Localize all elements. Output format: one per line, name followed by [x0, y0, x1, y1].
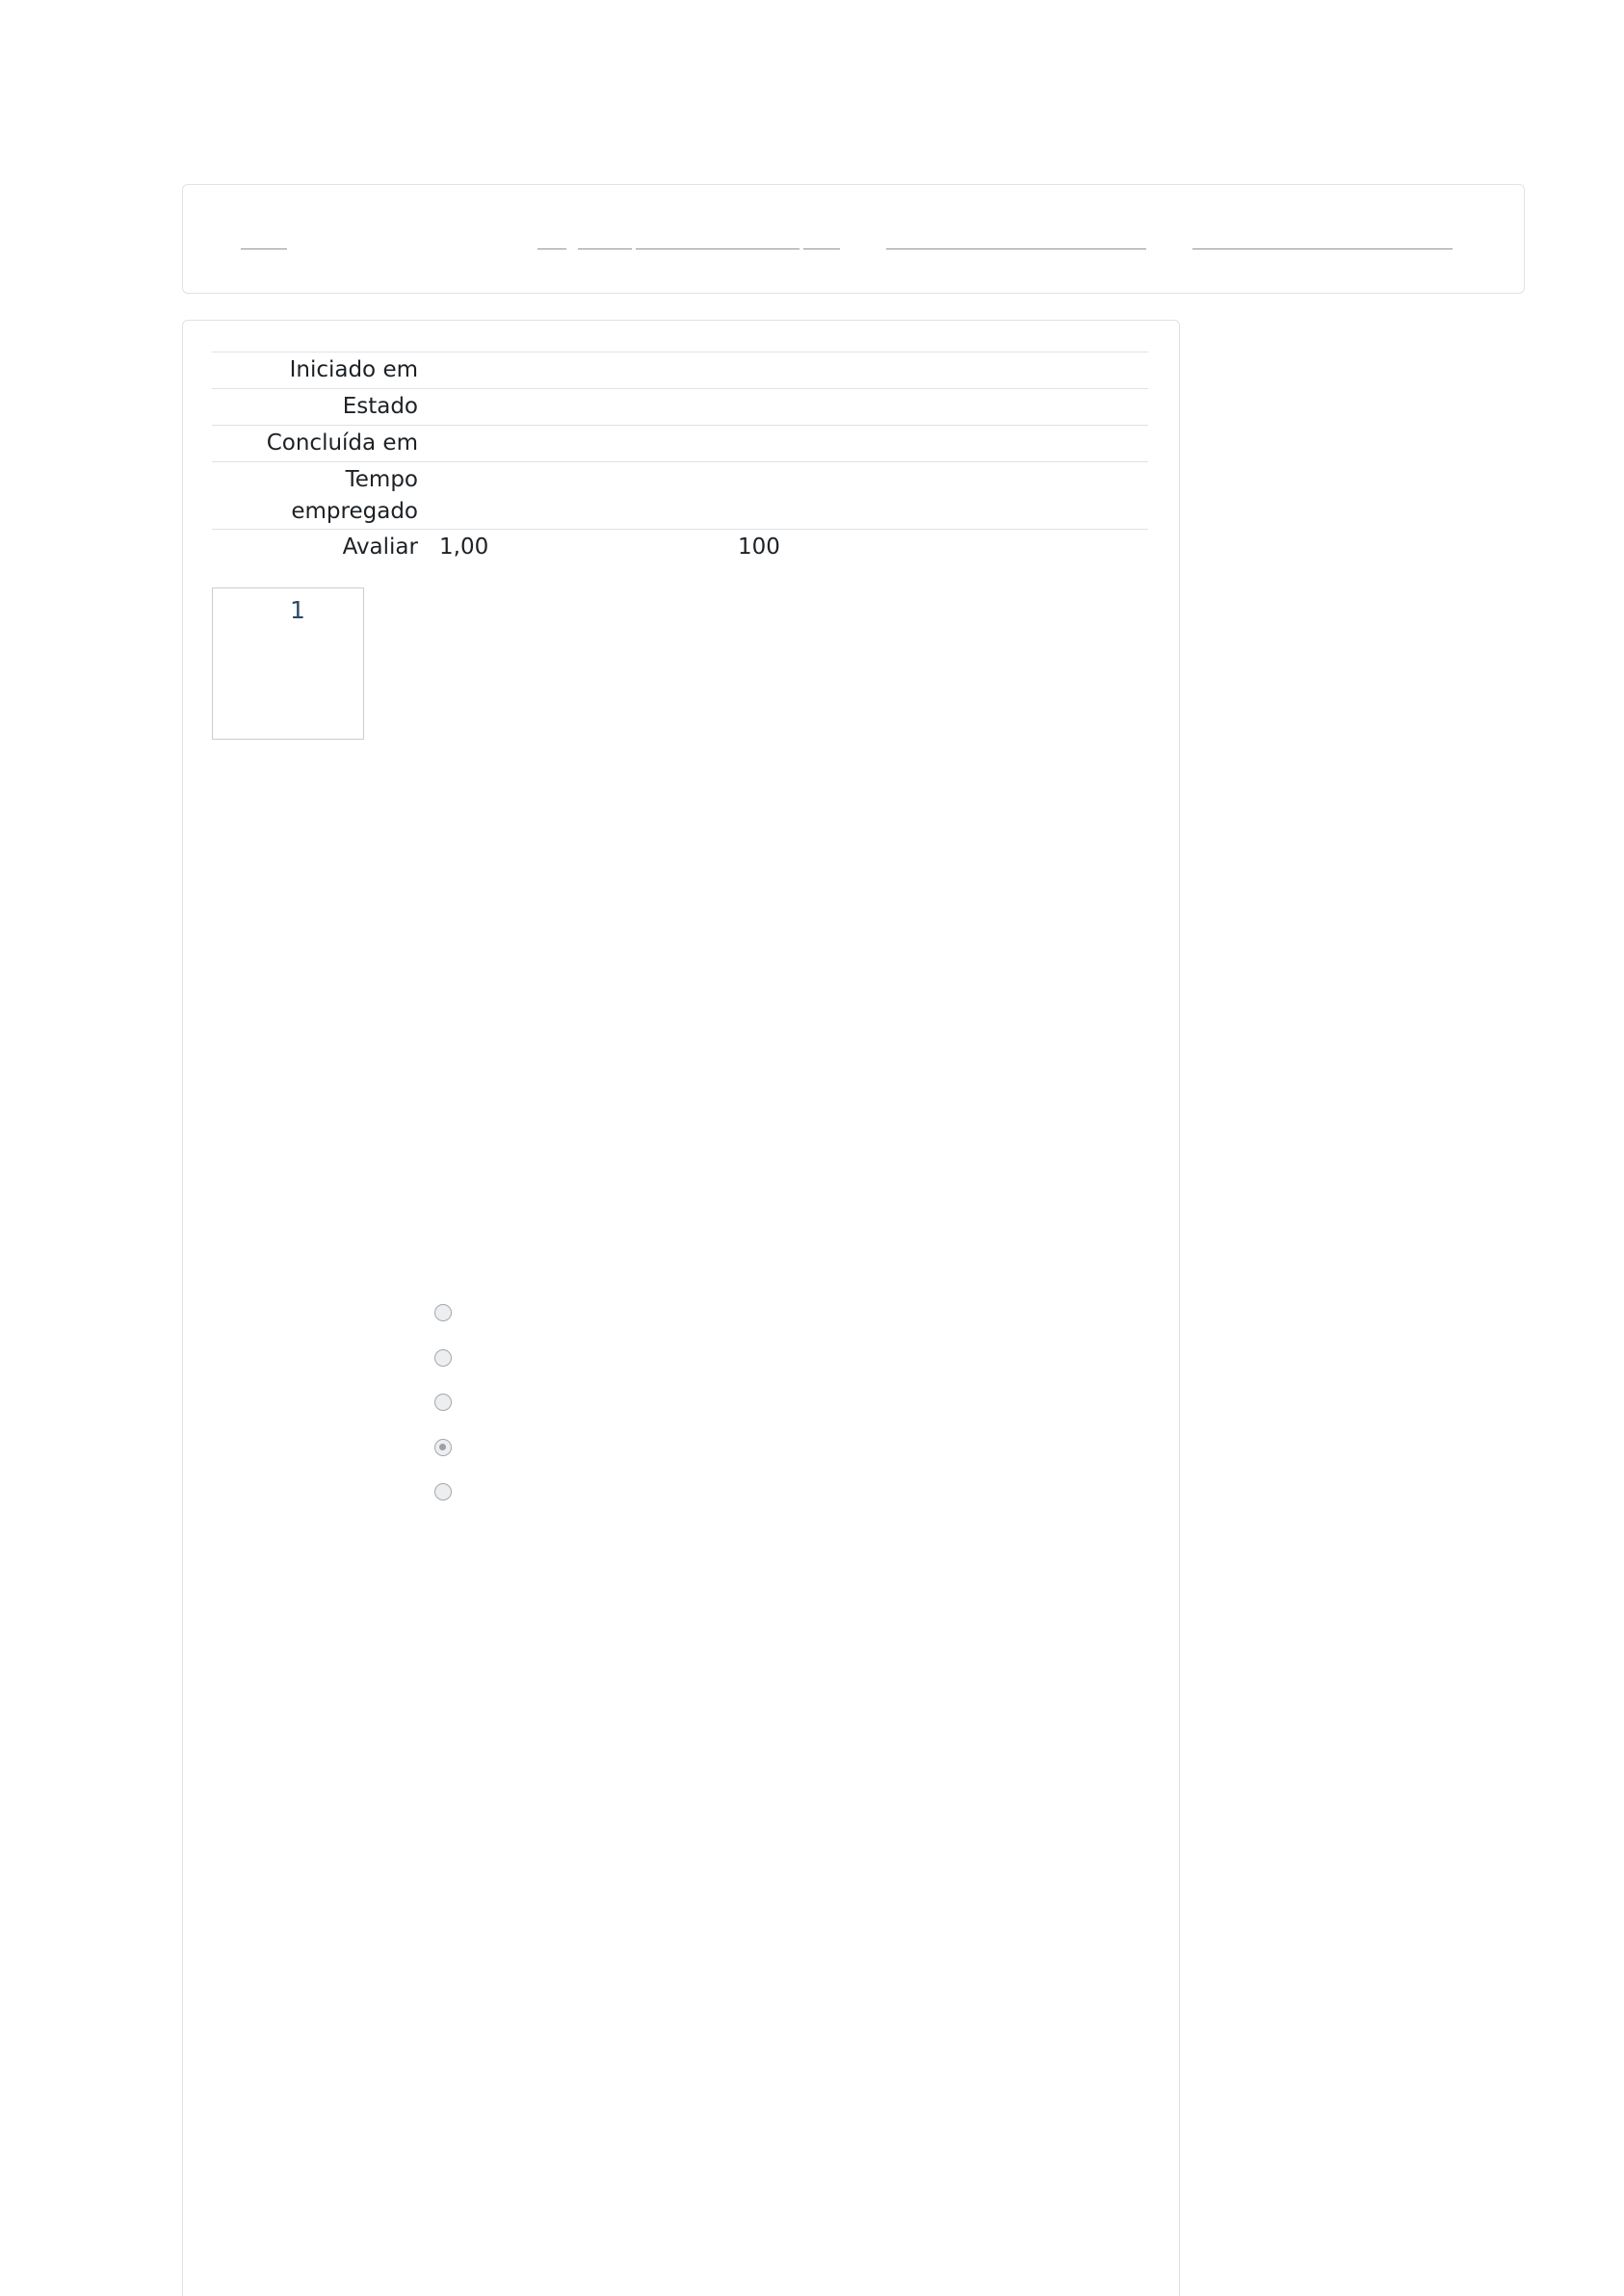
summary-row-started — [212, 352, 1148, 388]
answer-radio-d[interactable] — [434, 1439, 452, 1456]
started-value — [418, 352, 1148, 388]
completed-label: Concluída em — [266, 430, 418, 456]
nav-link-home[interactable] — [241, 248, 287, 249]
question-nav-button-1[interactable] — [212, 587, 364, 740]
attempt-summary-table — [212, 352, 1148, 565]
grade-label: Avaliar — [342, 535, 418, 560]
started-label: Iniciado em — [289, 357, 418, 382]
time-taken-label: Tempo empregado — [291, 467, 418, 524]
question-number: 1 — [290, 596, 305, 624]
state-value — [418, 389, 1148, 425]
summary-row-grade — [212, 529, 1148, 565]
completed-value — [418, 426, 1148, 461]
summary-row-time-taken — [212, 461, 1148, 529]
nav-link-4[interactable] — [803, 248, 840, 249]
grade-value — [418, 530, 1148, 565]
nav-link-3[interactable] — [636, 248, 799, 249]
answer-radio-c[interactable] — [434, 1394, 452, 1411]
summary-row-state — [212, 388, 1148, 425]
grade-total: 100 — [738, 535, 780, 560]
grade-mark: 1,00 — [439, 535, 489, 560]
answer-radio-e[interactable] — [434, 1483, 452, 1500]
nav-link-6[interactable] — [1192, 248, 1453, 249]
nav-link-2[interactable] — [578, 248, 632, 249]
time-taken-value — [418, 462, 1148, 529]
nav-link-1[interactable] — [537, 248, 566, 249]
state-label: Estado — [342, 394, 418, 419]
navigation-bar — [182, 184, 1525, 294]
answer-radio-b[interactable] — [434, 1349, 452, 1367]
nav-link-5[interactable] — [886, 248, 1146, 249]
answer-radio-a[interactable] — [434, 1304, 452, 1321]
answer-options — [434, 1304, 452, 1528]
summary-row-completed — [212, 425, 1148, 461]
